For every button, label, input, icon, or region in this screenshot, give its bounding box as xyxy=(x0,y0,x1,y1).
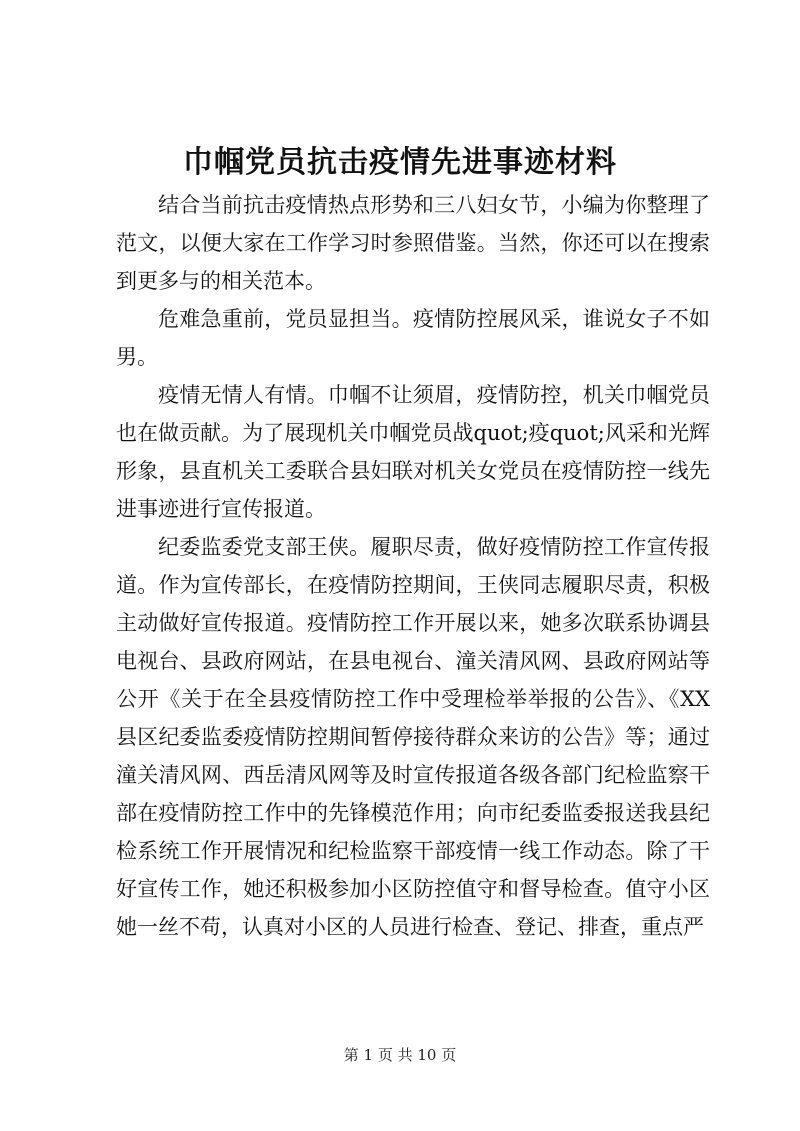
document-title: 巾帼党员抗击疫情先进事迹材料 xyxy=(183,145,617,180)
document-body xyxy=(116,186,710,946)
page-footer: 第 1 页 共 10 页 xyxy=(343,1046,457,1064)
paragraph-overview: 疫情无情人有情。巾帼不让须眉，疫情防控，机关巾帼党员也在做贡献。为了展现机关巾帼党员战quot;疫quot;风采和光辉形象，县直机关工委联合县妇联对机关女党员在疫情防控一线先进事迹进行宣传报道。 xyxy=(116,383,710,521)
paragraph-slogan: 危难急重前，党员显担当。疫情防控展风采，谁说女子不如男。 xyxy=(116,307,710,369)
paragraph-intro: 结合当前抗击疫情热点形势和三八妇女节，小编为你整理了范文，以便大家在工作学习时参照借鉴。当然，你还可以在搜索到更多与的相关范本。 xyxy=(116,193,710,293)
paragraph-wang-xia: 纪委监委党支部王侠。履职尽责，做好疫情防控工作宣传报道。作为宣传部长，在疫情防控期间，王侠同志履职尽责，积极主动做好宣传报道。疫情防控工作开展以来，她多次联系协调县电视台、县政府网站，在县电视台、潼关清风网、县政府网站等公开《关于在全县疫情防控工作中受理检举举报的公告》、《XX县区纪委监委疫情防控期间暂停接待群众来访的公告》等；通过潼关清风网、西岳清风网等及时宣传报道各级各部门纪检监察干部在疫情防控工作中的先锋模范作用；向市纪委监委报送我县纪检系统工作开展情况和纪检监察干部疫情一线工作动态。除了干好宣传工作，她还积极参加小区防控值守和督导检查。值守小区她一丝不苟，认真对小区的人员进行检查、登记、排查，重点严 xyxy=(116,535,710,939)
